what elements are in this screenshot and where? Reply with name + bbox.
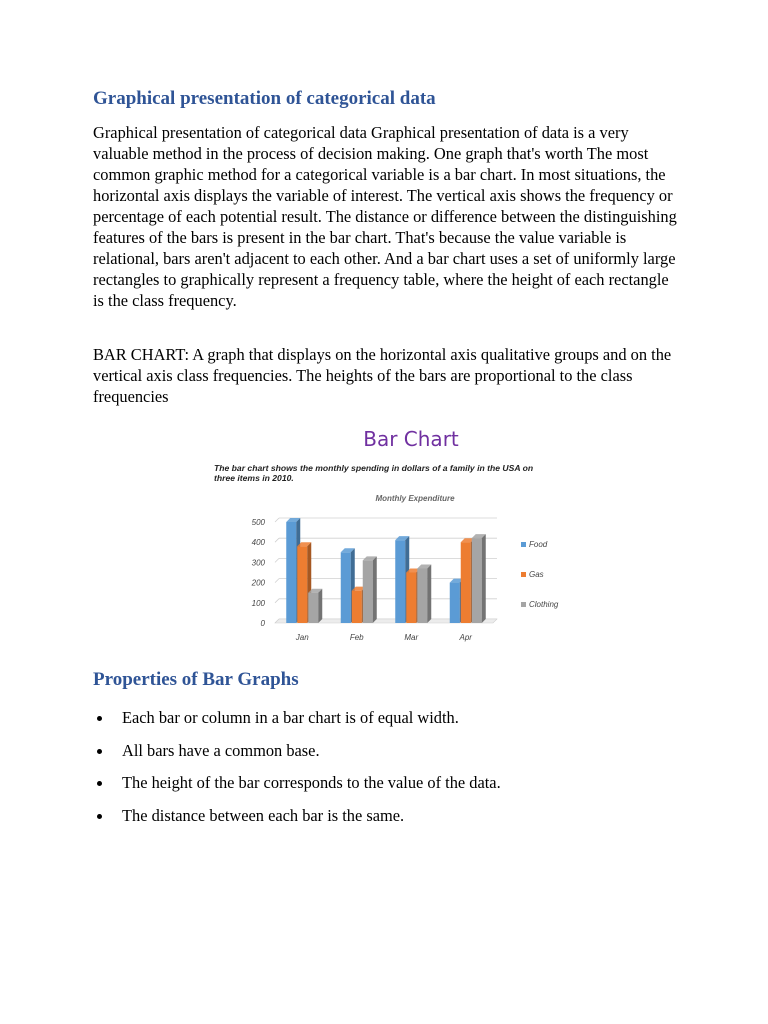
bar-clothing-jan (308, 593, 318, 623)
list-item-text: The height of the bar corresponds to the value of the data. (122, 773, 501, 792)
section-heading-categorical: Graphical presentation of categorical data (93, 88, 436, 109)
y-tick-label: 500 (251, 518, 265, 527)
x-tick-label: Apr (459, 633, 472, 642)
list-item (93, 805, 501, 838)
legend-swatch-clothing (521, 602, 526, 607)
gridline-side (275, 518, 279, 522)
properties-list (93, 707, 501, 837)
list-item-text: All bars have a common base. (122, 740, 320, 760)
bullet-icon (97, 716, 102, 721)
bar-chart-figure (205, 418, 615, 650)
bar-food-feb (341, 552, 351, 623)
bar-food-mar (395, 540, 405, 623)
bar-clothing-feb (363, 560, 373, 623)
bullet-icon (97, 781, 102, 786)
x-tick-label: Jan (295, 633, 309, 642)
chart-heading: Bar Chart (363, 427, 459, 451)
bar-clothing-mar (417, 568, 427, 623)
bar-gas-apr (461, 542, 471, 623)
x-tick-label: Mar (404, 633, 419, 642)
bar-side (427, 564, 431, 623)
y-tick-label: 400 (251, 538, 265, 548)
chart-title: Monthly Expenditure (375, 494, 455, 503)
gridline-side (275, 558, 279, 562)
legend-swatch-food (521, 542, 526, 547)
gridline-side (275, 599, 279, 603)
bar-food-apr (450, 583, 460, 623)
bullet-icon (97, 749, 102, 754)
y-tick-label: 0 (260, 619, 265, 628)
bar-chart-svg (205, 418, 615, 650)
bar-side (318, 589, 322, 623)
legend-label: Gas (529, 570, 544, 579)
bar-gas-jan (297, 546, 307, 623)
list-item (93, 740, 501, 773)
gridline-side (275, 538, 279, 542)
y-tick-label: 300 (251, 558, 265, 568)
bar-chart-definition: BAR CHART: A graph that displays on the horizontal axis qualitative groups and on the vertical axis class frequencies. The heights of the bars are proportional to the class frequencies (93, 345, 672, 406)
section-heading-properties: Properties of Bar Graphs (93, 669, 299, 690)
bar-clothing-apr (472, 538, 482, 623)
legend-label: Clothing (529, 600, 559, 609)
list-item-text: Each bar or column in a bar chart is of equal width. (122, 708, 459, 727)
x-tick-label: Feb (349, 633, 364, 642)
legend-swatch-gas (521, 572, 526, 577)
intro-paragraph: Graphical presentation of categorical data Graphical presentation of data is a very valuable method in the process of decision making. One graph that's worth The most common graphic method for a categorical variable is a bar chart. In most situations, the horizontal axis displays the variable of interest. The vertical axis shows the frequency or percentage of each potential result. The distance or difference between the distinguishing features of the bars is present in the bar chart. That's because the value variable is relational, bars aren't adjacent to each other. And a bar chart uses a set of uniformly large rectangles to graphically represent a frequency table, where the height of each rectangle is the class frequency. (93, 123, 677, 310)
y-tick-label: 200 (251, 578, 265, 588)
list-item (93, 772, 501, 805)
y-tick-label: 100 (251, 598, 265, 608)
bar-food-jan (286, 522, 296, 623)
legend-label: Food (529, 540, 548, 549)
bar-gas-feb (352, 591, 362, 623)
bullet-icon (97, 814, 102, 819)
gridline-side (275, 579, 279, 583)
bar-gas-mar (406, 573, 416, 624)
bar-side (373, 556, 377, 623)
bar-side (482, 534, 486, 623)
chart-caption: The bar chart shows the monthly spending in dollars of a family in the USA on three items in 2010. (214, 463, 534, 483)
list-item (93, 707, 501, 740)
list-item-text: The distance between each bar is the same. (122, 805, 405, 825)
